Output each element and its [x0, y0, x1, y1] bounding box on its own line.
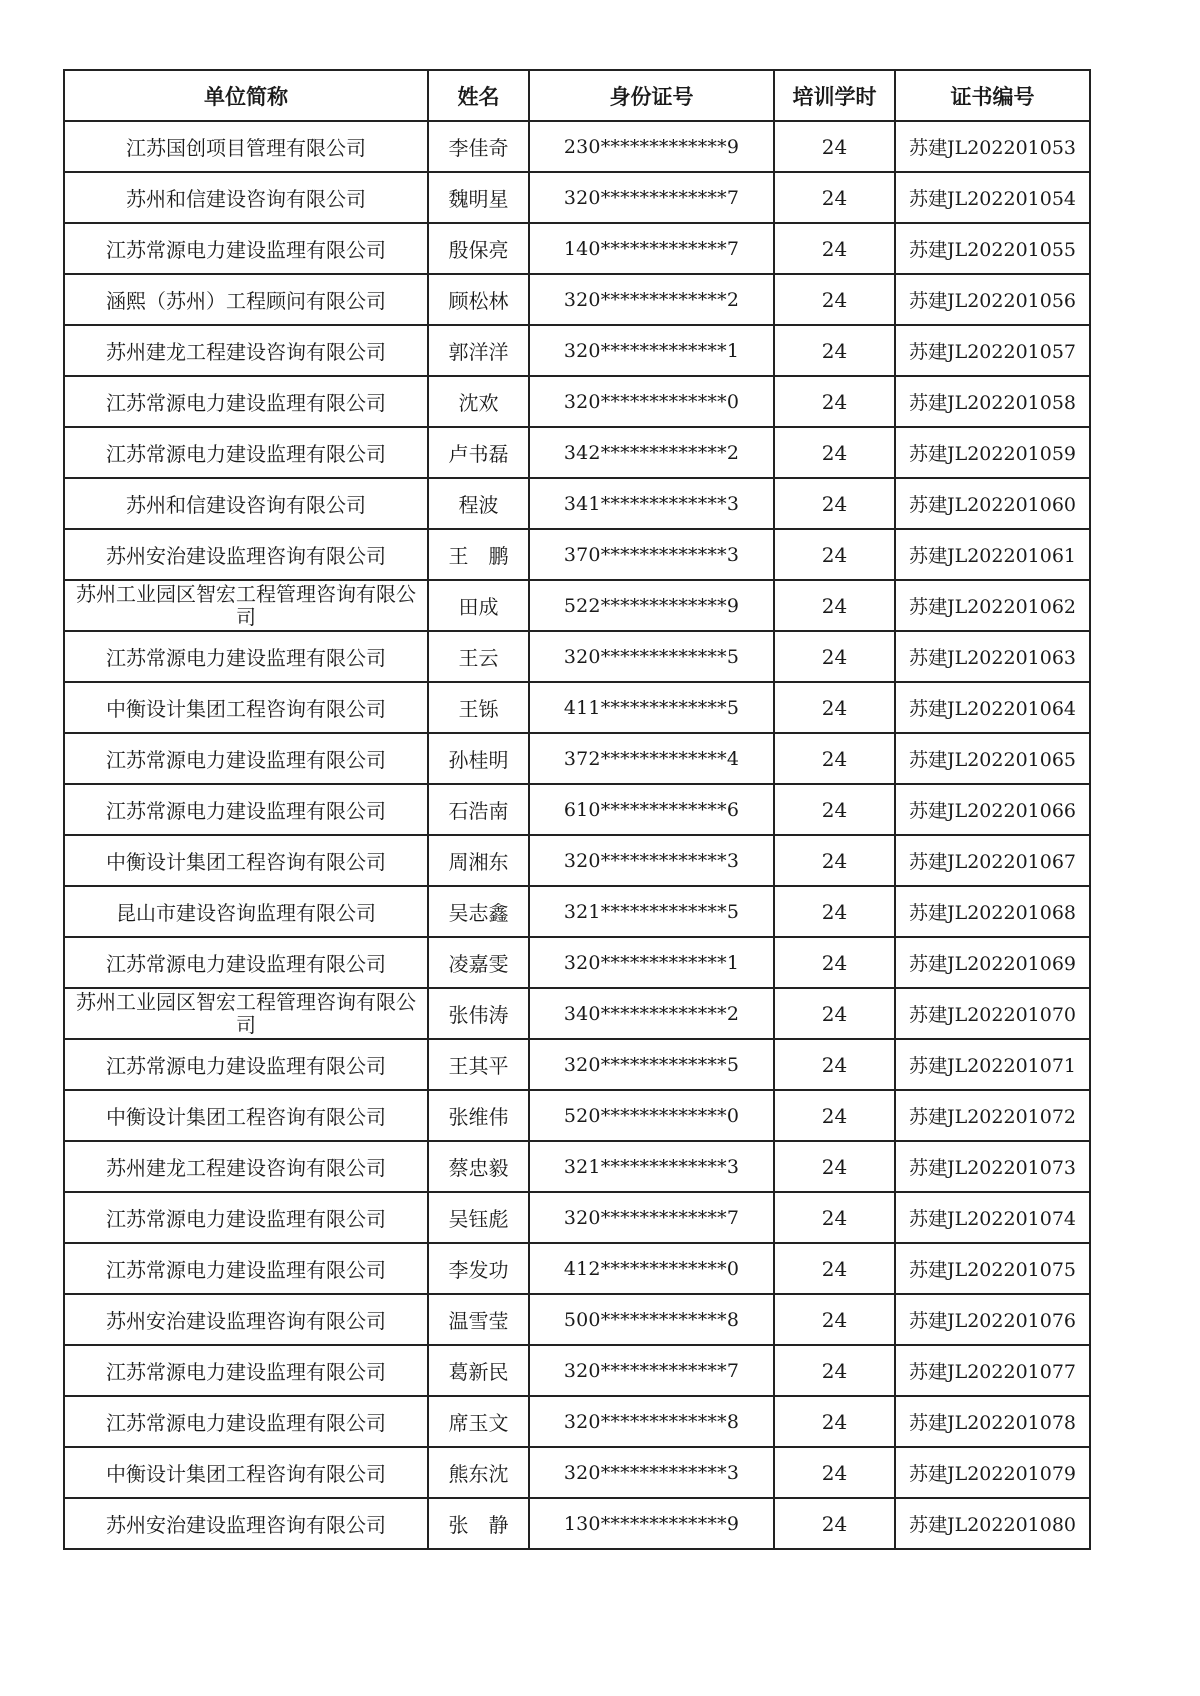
cell-unit: 苏州工业园区智宏工程管理咨询有限公司 [64, 988, 428, 1039]
cell-training-hours: 24 [774, 529, 895, 580]
cell-id-number: 320*************7 [529, 1192, 774, 1243]
cell-certificate-number: 苏建JL202201077 [895, 1345, 1090, 1396]
cell-training-hours: 24 [774, 223, 895, 274]
cell-name: 卢书磊 [428, 427, 529, 478]
cell-unit: 江苏常源电力建设监理有限公司 [64, 1396, 428, 1447]
cell-name: 熊东沈 [428, 1447, 529, 1498]
cell-name: 殷保亮 [428, 223, 529, 274]
cell-unit: 江苏常源电力建设监理有限公司 [64, 427, 428, 478]
cell-name: 王铄 [428, 682, 529, 733]
cell-certificate-number: 苏建JL202201060 [895, 478, 1090, 529]
cell-certificate-number: 苏建JL202201056 [895, 274, 1090, 325]
table-row [64, 121, 1090, 172]
cell-training-hours: 24 [774, 325, 895, 376]
cell-id-number: 370*************3 [529, 529, 774, 580]
cell-training-hours: 24 [774, 274, 895, 325]
cell-unit: 江苏常源电力建设监理有限公司 [64, 784, 428, 835]
cell-name: 郭洋洋 [428, 325, 529, 376]
cell-certificate-number: 苏建JL202201074 [895, 1192, 1090, 1243]
cell-id-number: 320*************7 [529, 1345, 774, 1396]
cell-unit: 昆山市建设咨询监理有限公司 [64, 886, 428, 937]
table-row [64, 1192, 1090, 1243]
cell-name: 王 鹏 [428, 529, 529, 580]
cell-certificate-number: 苏建JL202201075 [895, 1243, 1090, 1294]
cell-certificate-number: 苏建JL202201080 [895, 1498, 1090, 1549]
cell-unit: 江苏国创项目管理有限公司 [64, 121, 428, 172]
cell-certificate-number: 苏建JL202201073 [895, 1141, 1090, 1192]
table-row [64, 1243, 1090, 1294]
cell-name: 李佳奇 [428, 121, 529, 172]
cell-unit: 江苏常源电力建设监理有限公司 [64, 1345, 428, 1396]
cell-id-number: 320*************1 [529, 325, 774, 376]
header-unit: 单位简称 [64, 70, 428, 121]
cell-certificate-number: 苏建JL202201072 [895, 1090, 1090, 1141]
table-row [64, 1498, 1090, 1549]
cell-certificate-number: 苏建JL202201058 [895, 376, 1090, 427]
cell-training-hours: 24 [774, 988, 895, 1039]
cell-id-number: 500*************8 [529, 1294, 774, 1345]
table-row [64, 1345, 1090, 1396]
cell-id-number: 520*************0 [529, 1090, 774, 1141]
cell-unit: 江苏常源电力建设监理有限公司 [64, 223, 428, 274]
cell-training-hours: 24 [774, 1294, 895, 1345]
cell-id-number: 320*************3 [529, 835, 774, 886]
cell-id-number: 341*************3 [529, 478, 774, 529]
cell-certificate-number: 苏建JL202201066 [895, 784, 1090, 835]
cell-certificate-number: 苏建JL202201076 [895, 1294, 1090, 1345]
table-row [64, 427, 1090, 478]
cell-name: 凌嘉雯 [428, 937, 529, 988]
cell-id-number: 610*************6 [529, 784, 774, 835]
cell-training-hours: 24 [774, 427, 895, 478]
cell-name: 沈欢 [428, 376, 529, 427]
cell-id-number: 372*************4 [529, 733, 774, 784]
cell-training-hours: 24 [774, 835, 895, 886]
cell-training-hours: 24 [774, 1090, 895, 1141]
header-name: 姓名 [428, 70, 529, 121]
table-row [64, 1294, 1090, 1345]
cell-certificate-number: 苏建JL202201069 [895, 937, 1090, 988]
cell-id-number: 140*************7 [529, 223, 774, 274]
header-id-number: 身份证号 [529, 70, 774, 121]
header-certificate-number: 证书编号 [895, 70, 1090, 121]
table-row [64, 172, 1090, 223]
table-row [64, 274, 1090, 325]
table-row [64, 733, 1090, 784]
cell-training-hours: 24 [774, 1141, 895, 1192]
cell-unit: 苏州建龙工程建设咨询有限公司 [64, 1141, 428, 1192]
cell-unit: 苏州工业园区智宏工程管理咨询有限公司 [64, 580, 428, 631]
table-row [64, 1090, 1090, 1141]
header-row [64, 70, 1090, 121]
cell-id-number: 320*************1 [529, 937, 774, 988]
cell-id-number: 342*************2 [529, 427, 774, 478]
cell-unit: 苏州安治建设监理咨询有限公司 [64, 1294, 428, 1345]
table-row [64, 325, 1090, 376]
cell-unit: 苏州安治建设监理咨询有限公司 [64, 1498, 428, 1549]
cell-name: 张伟涛 [428, 988, 529, 1039]
cell-id-number: 320*************0 [529, 376, 774, 427]
cell-name: 田成 [428, 580, 529, 631]
header-training-hours: 培训学时 [774, 70, 895, 121]
cell-training-hours: 24 [774, 478, 895, 529]
cell-id-number: 411*************5 [529, 682, 774, 733]
cell-unit: 中衡设计集团工程咨询有限公司 [64, 1447, 428, 1498]
cell-training-hours: 24 [774, 172, 895, 223]
cell-certificate-number: 苏建JL202201063 [895, 631, 1090, 682]
cell-unit: 苏州和信建设咨询有限公司 [64, 172, 428, 223]
cell-certificate-number: 苏建JL202201054 [895, 172, 1090, 223]
table-body [64, 121, 1090, 1549]
cell-certificate-number: 苏建JL202201062 [895, 580, 1090, 631]
cell-training-hours: 24 [774, 376, 895, 427]
cell-training-hours: 24 [774, 784, 895, 835]
cell-name: 孙桂明 [428, 733, 529, 784]
cell-training-hours: 24 [774, 682, 895, 733]
cell-certificate-number: 苏建JL202201079 [895, 1447, 1090, 1498]
table-row [64, 1447, 1090, 1498]
cell-training-hours: 24 [774, 937, 895, 988]
cell-name: 张 静 [428, 1498, 529, 1549]
cell-certificate-number: 苏建JL202201061 [895, 529, 1090, 580]
cell-id-number: 321*************5 [529, 886, 774, 937]
cell-unit: 苏州和信建设咨询有限公司 [64, 478, 428, 529]
cell-training-hours: 24 [774, 886, 895, 937]
cell-id-number: 320*************5 [529, 1039, 774, 1090]
cell-name: 席玉文 [428, 1396, 529, 1447]
cell-name: 李发功 [428, 1243, 529, 1294]
cell-id-number: 230*************9 [529, 121, 774, 172]
cell-name: 王其平 [428, 1039, 529, 1090]
table-row [64, 835, 1090, 886]
cell-training-hours: 24 [774, 1345, 895, 1396]
cell-training-hours: 24 [774, 1447, 895, 1498]
cell-training-hours: 24 [774, 631, 895, 682]
table-row [64, 682, 1090, 733]
cell-name: 王云 [428, 631, 529, 682]
table-row [64, 784, 1090, 835]
cell-name: 顾松林 [428, 274, 529, 325]
cell-certificate-number: 苏建JL202201053 [895, 121, 1090, 172]
certificate-table [63, 69, 1091, 1550]
cell-name: 蔡忠毅 [428, 1141, 529, 1192]
table-row [64, 1396, 1090, 1447]
table-row [64, 223, 1090, 274]
cell-training-hours: 24 [774, 1396, 895, 1447]
cell-training-hours: 24 [774, 1039, 895, 1090]
cell-training-hours: 24 [774, 1192, 895, 1243]
cell-training-hours: 24 [774, 733, 895, 784]
table-row [64, 988, 1090, 1039]
table-row [64, 580, 1090, 631]
cell-training-hours: 24 [774, 580, 895, 631]
cell-id-number: 412*************0 [529, 1243, 774, 1294]
cell-unit: 江苏常源电力建设监理有限公司 [64, 376, 428, 427]
cell-id-number: 320*************5 [529, 631, 774, 682]
cell-name: 吴志鑫 [428, 886, 529, 937]
cell-unit: 中衡设计集团工程咨询有限公司 [64, 835, 428, 886]
cell-certificate-number: 苏建JL202201071 [895, 1039, 1090, 1090]
cell-id-number: 522*************9 [529, 580, 774, 631]
cell-unit: 江苏常源电力建设监理有限公司 [64, 733, 428, 784]
cell-id-number: 320*************3 [529, 1447, 774, 1498]
table-row [64, 886, 1090, 937]
cell-id-number: 320*************8 [529, 1396, 774, 1447]
cell-name: 吴钰彪 [428, 1192, 529, 1243]
cell-training-hours: 24 [774, 1243, 895, 1294]
cell-unit: 江苏常源电力建设监理有限公司 [64, 1192, 428, 1243]
table-row [64, 478, 1090, 529]
cell-certificate-number: 苏建JL202201055 [895, 223, 1090, 274]
cell-id-number: 340*************2 [529, 988, 774, 1039]
cell-name: 石浩南 [428, 784, 529, 835]
cell-unit: 涵熙（苏州）工程顾问有限公司 [64, 274, 428, 325]
cell-unit: 江苏常源电力建设监理有限公司 [64, 631, 428, 682]
cell-certificate-number: 苏建JL202201068 [895, 886, 1090, 937]
cell-unit: 中衡设计集团工程咨询有限公司 [64, 1090, 428, 1141]
cell-unit: 中衡设计集团工程咨询有限公司 [64, 682, 428, 733]
table-row [64, 1141, 1090, 1192]
table-row [64, 1039, 1090, 1090]
cell-unit: 苏州安治建设监理咨询有限公司 [64, 529, 428, 580]
cell-id-number: 320*************2 [529, 274, 774, 325]
cell-name: 程波 [428, 478, 529, 529]
cell-training-hours: 24 [774, 1498, 895, 1549]
cell-unit: 江苏常源电力建设监理有限公司 [64, 937, 428, 988]
cell-training-hours: 24 [774, 121, 895, 172]
cell-name: 魏明星 [428, 172, 529, 223]
cell-id-number: 320*************7 [529, 172, 774, 223]
cell-certificate-number: 苏建JL202201065 [895, 733, 1090, 784]
cell-certificate-number: 苏建JL202201059 [895, 427, 1090, 478]
cell-unit: 江苏常源电力建设监理有限公司 [64, 1039, 428, 1090]
cell-name: 葛新民 [428, 1345, 529, 1396]
cell-certificate-number: 苏建JL202201057 [895, 325, 1090, 376]
cell-certificate-number: 苏建JL202201067 [895, 835, 1090, 886]
cell-certificate-number: 苏建JL202201070 [895, 988, 1090, 1039]
table-row [64, 529, 1090, 580]
cell-unit: 苏州建龙工程建设咨询有限公司 [64, 325, 428, 376]
cell-certificate-number: 苏建JL202201064 [895, 682, 1090, 733]
table-row [64, 631, 1090, 682]
table-row [64, 376, 1090, 427]
cell-certificate-number: 苏建JL202201078 [895, 1396, 1090, 1447]
cell-name: 张维伟 [428, 1090, 529, 1141]
cell-name: 周湘东 [428, 835, 529, 886]
cell-id-number: 321*************3 [529, 1141, 774, 1192]
cell-id-number: 130*************9 [529, 1498, 774, 1549]
table-row [64, 937, 1090, 988]
cell-name: 温雪莹 [428, 1294, 529, 1345]
cell-unit: 江苏常源电力建设监理有限公司 [64, 1243, 428, 1294]
